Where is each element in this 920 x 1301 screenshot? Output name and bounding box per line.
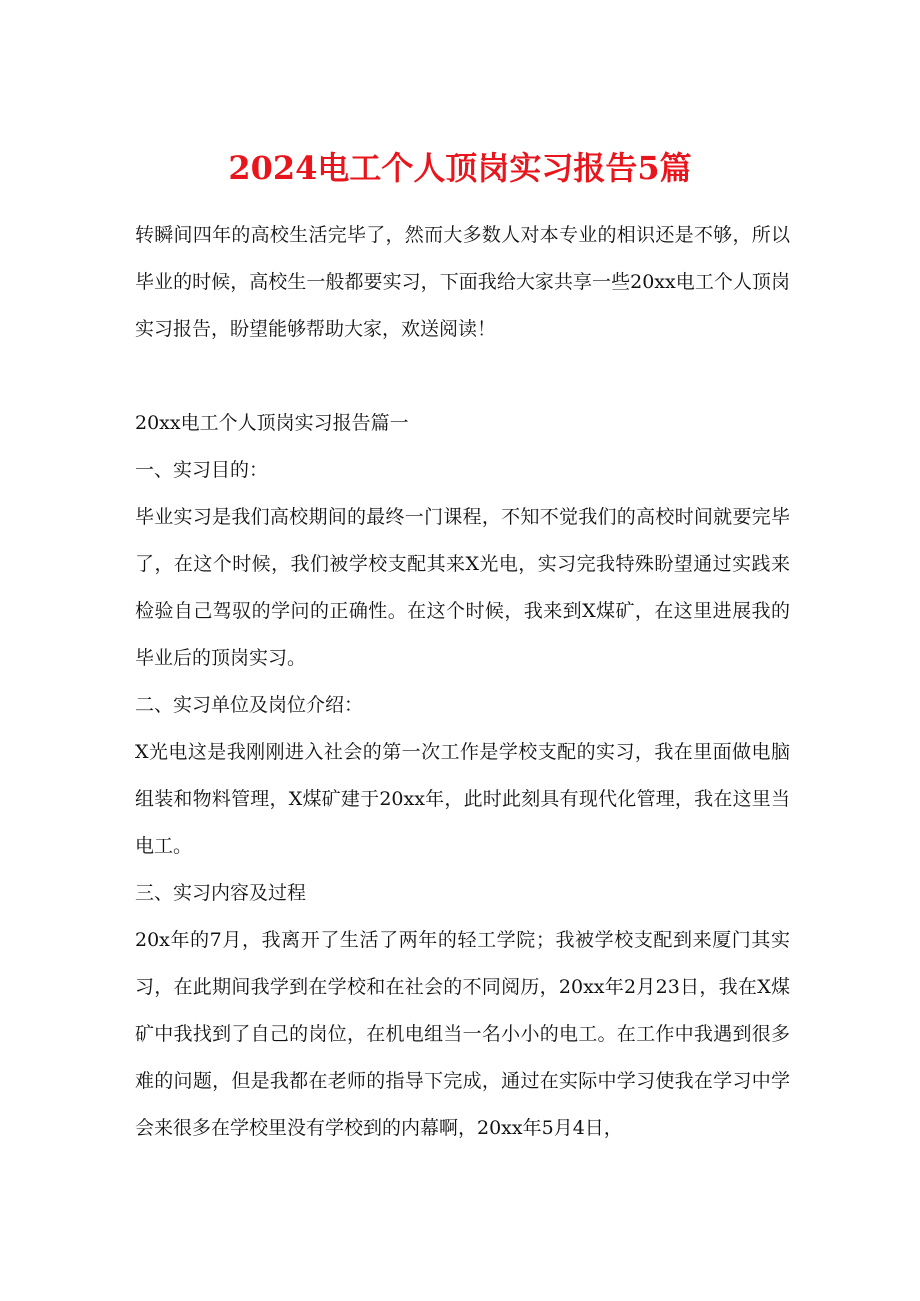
section-title: 20xx电工个人顶岗实习报告篇一	[135, 412, 409, 434]
heading-content-process: 三、实习内容及过程	[135, 882, 307, 904]
document-title: 2024电工个人顶岗实习报告5篇	[228, 149, 692, 187]
heading-purpose: 一、实习目的：	[135, 459, 269, 481]
paragraph-purpose: 毕业实习是我们高校期间的最终一门课程，不知不觉我们的高校时间就要完毕了，在这个时候，我们被学校支配其来X光电，实习完我特殊盼望通过实践来检验自己驾驭的学问的正确性。在这个时候，我来到X煤矿，在这里进展我的毕业后的顶岗实习。	[135, 506, 790, 669]
document-body	[135, 212, 790, 1152]
intro-paragraph: 转瞬间四年的高校生活完毕了，然而大多数人对本专业的相识还是不够，所以毕业的时候，高校生一般都要实习，下面我给大家共享一些20xx电工个人顶岗实习报告，盼望能够帮助大家，欢送阅读！	[135, 224, 790, 340]
paragraph-unit-intro: X光电这是我刚刚进入社会的第一次工作是学校支配的实习，我在里面做电脑组装和物料管理，X煤矿建于20xx年，此时此刻具有现代化管理，我在这里当电工。	[135, 741, 790, 857]
heading-unit-intro: 二、实习单位及岗位介绍：	[135, 694, 364, 716]
paragraph-content-process: 20x年的7月，我离开了生活了两年的轻工学院；我被学校支配到来厦门其实习，在此期间我学到在学校和在社会的不同阅历，20xx年2月23日，我在X煤矿中我找到了自己的岗位，在机电组当一名小小的电工。在工作中我遇到很多难的问题，但是我都在老师的指导下完成，通过在实际中学习使我在学习中学会来很多在学校里没有学校到的内幕啊，20xx年5月4日，	[135, 929, 790, 1139]
